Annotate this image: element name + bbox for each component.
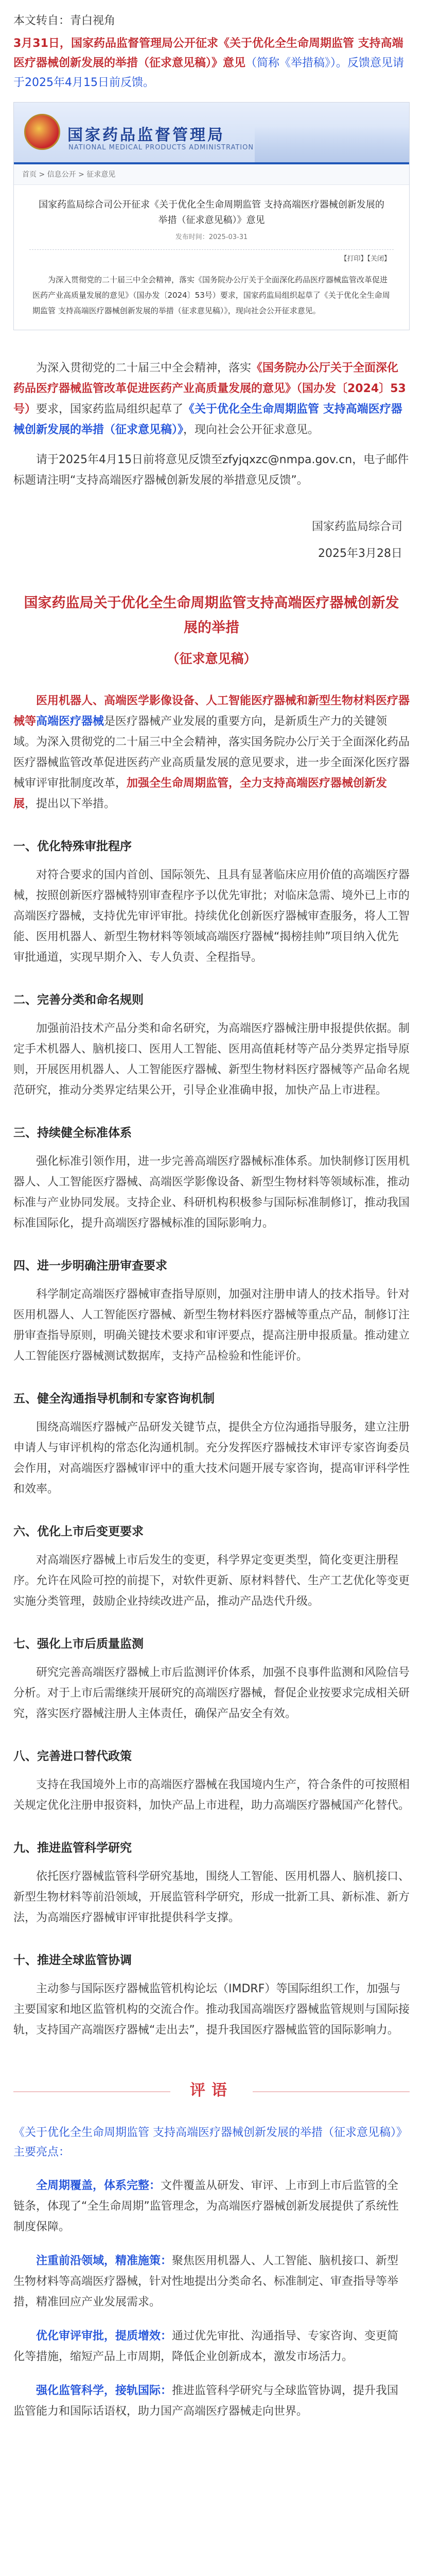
website-notice-date: 发布时间：2025-03-31 bbox=[29, 231, 394, 250]
commentary-point bbox=[0, 2176, 423, 2238]
commentary-point-title: 全周期覆盖，体系完整： bbox=[36, 2179, 161, 2192]
commentary-head bbox=[0, 2123, 423, 2162]
section-body: 依托医疗器械监管科学研究基地，围绕人工智能、医用机器人、脑机接口、新型生物材料等前沿领域，开展监管科学研究，形成一批新工具、新标准、新方法，为高端医疗器械审评审批提供科学支撑。 bbox=[13, 1870, 410, 1924]
commentary-point bbox=[0, 2381, 423, 2422]
commentary-point bbox=[0, 2251, 423, 2313]
intro-text: ，现向社会公开征求意见。 bbox=[183, 423, 320, 436]
commentary-doc-name: 《关于优化全生命周期监管 支持高端医疗器械创新发展的举措（征求意见稿）》 bbox=[13, 2126, 408, 2139]
commentary-head-suffix: 主要亮点： bbox=[13, 2146, 70, 2159]
commentary-label: 评语 bbox=[170, 2076, 253, 2106]
intro-text: 为深入贯彻党的二十届三中全会精神，落实 bbox=[36, 362, 252, 375]
section-body: 加强前沿技术产品分类和命名研究，为高端医疗器械注册申报提供依据。制定手术机器人、脑机接口、医用人工智能、医用高值耗材等产品分类界定指导原则，开展医用机器人、人工智能医疗器械、新型生物材料医疗器械等产品命名规范研究，推动分类界定结果公开，引导企业准确申报，加快产品上市进程。 bbox=[13, 1022, 410, 1097]
section-heading: 十、推进全球监管协调 bbox=[13, 1954, 132, 1967]
intro-highlight: 《国务院办公厅关于全面深化药品医疗器械监管改革促进医药产业高质量发展的意见》（国办发〔2024〕53号） bbox=[13, 362, 406, 416]
preface-text: ，提出以下举措。 bbox=[25, 798, 116, 810]
section-body: 支持在我国境外上市的高端医疗器械在我国境内生产，符合条件的可按照相关规定优化注册申报资料，加快产品上市进程，助力高端医疗器械国产化替代。 bbox=[13, 1778, 410, 1812]
section-heading: 九、推进监管科学研究 bbox=[13, 1841, 132, 1855]
section-heading: 八、完善进口替代政策 bbox=[13, 1750, 132, 1763]
section-heading: 一、优化特殊审批程序 bbox=[13, 840, 132, 853]
commentary-point-body: 文件覆盖从研发、审评、上市到上市后监管的全链条，体现了“全生命周期”监管理念，为高端医疗器械创新发展提供了系统性制度保障。 bbox=[13, 2179, 399, 2233]
lead-text: （简称《举措稿》）。反馈意见请于2025年4月15日前反馈。 bbox=[13, 57, 404, 89]
website-notice-body: 为深入贯彻党的二十届三中全会精神，落实《国务院办公厅关于全面深化药品医疗器械监管改革促进医药产业高质量发展的意见》（国办发〔2024〕53号）要求，国家药监局组织起草了《关于优化全生命周期监管 支持高端医疗器械创新发展的举措（征求意见稿）》，现向社会公开征求意见。 bbox=[32, 275, 390, 315]
commentary-point-body: 聚焦医用机器人、人工智能、脑机接口、新型生物材料等高端医疗器械，针对性地提出分类命名、标准制定、审查指导等举措，精准回应产业发展需求。 bbox=[13, 2255, 399, 2309]
website-english-name: NATIONAL MEDICAL PRODUCTS ADMINISTRATION bbox=[68, 144, 254, 151]
preface-highlight: 高端医疗器械 bbox=[36, 715, 104, 728]
commentary-point bbox=[0, 2326, 423, 2367]
preface-highlight: 医用机器人、高端医学影像设备、人工智能医疗器械和新型生物材料医疗器械等 bbox=[13, 694, 410, 728]
sign-date: 2025年3月28日 bbox=[318, 547, 402, 560]
lead-text-highlight: 国家药品监督管理局公开征求《关于优化全生命周期监管 支持高端医疗器械创新发展的举措（征求意见稿）》意见 bbox=[13, 37, 403, 70]
website-name: 国家药品监督管理局 bbox=[67, 126, 225, 144]
commentary-point-title: 注重前沿领域，精准施策： bbox=[36, 2255, 172, 2267]
source-line: 本文转自：青白视角 bbox=[13, 14, 116, 27]
website-screenshot bbox=[13, 102, 410, 330]
section-body: 对高端医疗器械上市后发生的变更，科学界定变更类型，简化变更注册程序。允许在风险可控的前提下，对软件更新、原材料替代、生产工艺优化等变更实施分类管理，鼓励企业持续改进产品，推动产品迭代升级。 bbox=[13, 1554, 410, 1608]
section-body: 科学制定高端医疗器械审查指导原则，加强对注册申请人的技术指导。针对医用机器人、人工智能医疗器械、新型生物材料医疗器械等重点产品，制修订注册审查指导原则，明确关键技术要求和审评要点，提高注册申报质量。推动建立人工智能医疗器械测试数据库，支持产品检验和性能评价。 bbox=[13, 1288, 410, 1363]
section-body: 研究完善高端医疗器械上市后监测评价体系，加强不良事件监测和风险信号分析。对于上市后需继续开展研究的高端医疗器械，督促企业按要求完成相关研究，落实医疗器械注册人主体责任，确保产品安全有效。 bbox=[13, 1666, 410, 1720]
commentary-point-title: 优化审评审批，提质增效： bbox=[36, 2330, 172, 2343]
section-heading: 六、优化上市后变更要求 bbox=[13, 1525, 144, 1538]
document-title: 国家药监局关于优化全生命周期监管支持高端医疗器械创新发展的举措 bbox=[24, 595, 399, 636]
lead-date: 3月31日， bbox=[13, 37, 71, 50]
commentary-divider bbox=[0, 2061, 423, 2123]
lead-paragraph bbox=[0, 32, 423, 93]
section-body: 对符合要求的国内首创、国际领先、且具有显著临床应用价值的高端医疗器械，按照创新医疗器械特别审查程序予以优先审批；对临床急需、境外已上市的高端医疗器械，支持优先审评审批。持续优化创新医疗器械审查服务，将人工智能、医用机器人、新型生物材料等领域高端医疗器械“揭榜挂帅”项目纳入优先审批通道，实现早期介入、专人负责、全程指导。 bbox=[13, 869, 410, 964]
intro-highlight: 《关于优化全生命周期监管 支持高端医疗器械创新发展的举措（征求意见稿）》 bbox=[13, 403, 402, 436]
document-preface bbox=[0, 691, 423, 815]
section-heading: 五、健全沟通指导机制和专家咨询机制 bbox=[13, 1392, 215, 1405]
commentary-point-title: 强化监管科学，接轨国际： bbox=[36, 2384, 172, 2397]
intro-paragraph-1 bbox=[0, 358, 423, 440]
section-heading: 四、进一步明确注册审查要求 bbox=[13, 1259, 167, 1273]
preface-highlight: 加强全生命周期监管，全力支持高端医疗器械创新发展 bbox=[13, 777, 387, 810]
website-breadcrumb: 首页 > 信息公开 > 征求意见 bbox=[14, 164, 409, 185]
intro-text: 要求，国家药监局组织起草了 bbox=[36, 403, 184, 416]
website-print-close: 【打印】【关闭】 bbox=[340, 255, 391, 263]
preface-text: 是医疗器械产业发展的重要方向，是新质生产力的关键领域。为深入贯彻党的二十届三中全会精神，落实国务院办公厅关于全面深化药品医疗器械监管改革促进医药产业高质量发展的意见要求，进一步全面深化医疗器械审评审批制度改革， bbox=[13, 715, 410, 790]
header-decoration bbox=[255, 126, 409, 162]
sign-org: 国家药监局综合司 bbox=[311, 520, 402, 533]
section-heading: 二、完善分类和命名规则 bbox=[13, 993, 144, 1007]
commentary-point-body: 通过优先审批、沟通指导、专家咨询、变更简化等措施，缩短产品上市周期，降低企业创新成本，激发市场活力。 bbox=[13, 2330, 399, 2363]
section-heading: 三、持续健全标准体系 bbox=[13, 1126, 132, 1140]
website-header bbox=[14, 103, 409, 164]
commentary-point-body: 推进监管科学研究与全球监管协调，提升我国监管能力和国际话语权，助力国产高端医疗器械走向世界。 bbox=[13, 2384, 399, 2418]
document-sections bbox=[0, 815, 423, 2041]
intro-paragraph-2: 请于2025年4月15日前将意见反馈至zfyjqxzc@nmpa.gov.cn，电子邮件标题请注明“支持高端医疗器械创新发展的举措意见反馈”。 bbox=[13, 453, 409, 487]
section-body: 强化标准引领作用，进一步完善高端医疗器械标准体系。加快制修订医用机器人、人工智能医疗器械、高端医学影像设备、新型生物材料等领域标准，推动标准与产业协同发展。支持企业、科研机构积极参与国际标准制修订，推动我国标准国际化，提升高端医疗器械标准的国际影响力。 bbox=[13, 1155, 410, 1230]
section-heading: 七、强化上市后质量监测 bbox=[13, 1637, 144, 1651]
section-body: 围绕高端医疗器械产品研发关键节点，提供全方位沟通指导服务，建立注册申请人与审评机构的常态化沟通机制。充分发挥医疗器械技术审评专家咨询委员会作用，对高端医疗器械审评中的重大技术问题开展专家咨询，提高审评科学性和效率。 bbox=[13, 1421, 410, 1496]
section-body: 主动参与国际医疗器械监管机构论坛（IMDRF）等国际组织工作，加强与主要国家和地区监管机构的交流合作。推动我国高端医疗器械监管规则与国际接轨，支持国产高端医疗器械“走出去”，提升我国医疗器械监管的国际影响力。 bbox=[13, 1982, 410, 2037]
document-subtitle: （征求意见稿） bbox=[166, 651, 257, 666]
website-notice-title: 国家药监局综合司公开征求《关于优化全生命周期监管 支持高端医疗器械创新发展的举措（征求意见稿）》意见 bbox=[39, 199, 384, 226]
national-emblem-icon bbox=[24, 114, 60, 150]
